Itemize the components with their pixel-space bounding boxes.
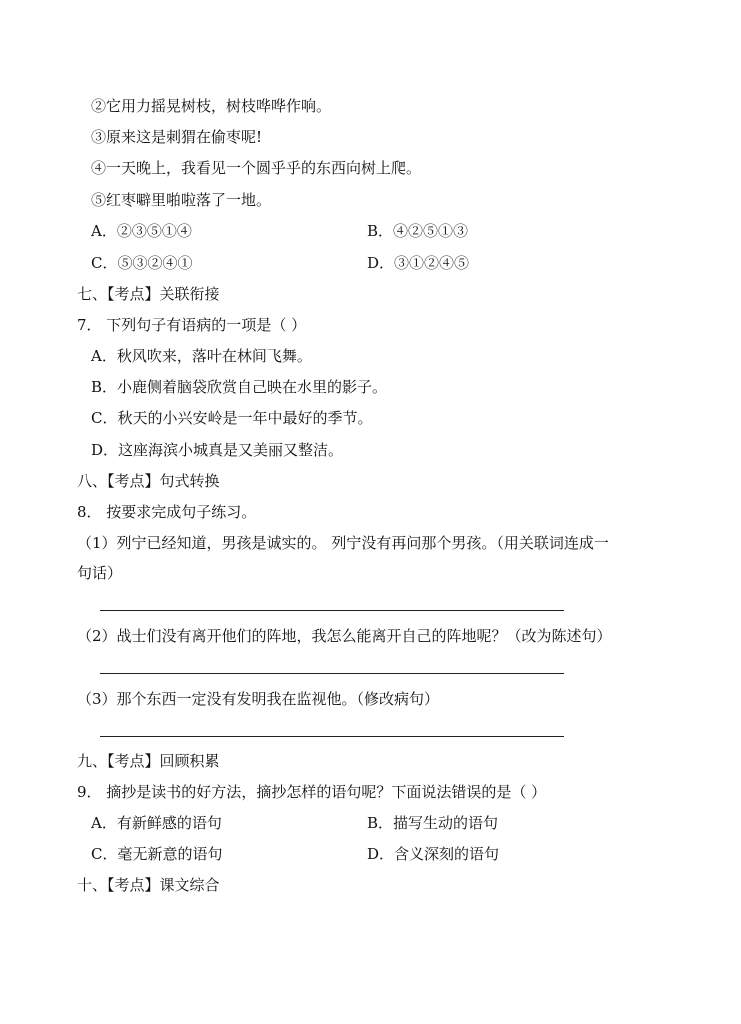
q9-option-b: B．描写生动的语句 — [367, 814, 499, 832]
q7-option-d: D．这座海滨小城真是又美丽又整洁。 — [91, 441, 344, 459]
q6-item-3: ③原来这是刺猬在偷枣呢! — [91, 128, 263, 146]
q6-option-d: D．③①②④⑤ — [367, 254, 470, 272]
q7-stem: 7． 下列句子有语病的一项是（ ） — [77, 316, 307, 334]
q6-item-5: ⑤红枣噼里啪啦落了一地。 — [91, 191, 272, 209]
q9-option-a: A．有新鲜感的语句 — [91, 814, 222, 832]
section-7-heading: 七、【考点】关联衔接 — [77, 285, 220, 303]
q7-option-b: B．小鹿侧着脑袋欣赏自己映在水里的影子。 — [91, 378, 388, 396]
section-8-heading: 八、【考点】句式转换 — [77, 472, 220, 490]
q7-option-c: C．秋天的小兴安岭是一年中最好的季节。 — [91, 409, 373, 427]
q8-part1-line1: （1）列宁已经知道，男孩是诚实的。 列宁没有再问那个男孩。（用关联词连成一 — [77, 534, 609, 552]
q8-part2-answer-line[interactable] — [100, 673, 564, 674]
section-10-heading: 十、【考点】课文综合 — [77, 876, 220, 894]
q6-option-b: B．④②⑤①③ — [367, 222, 469, 240]
q9-option-d: D．含义深刻的语句 — [367, 845, 500, 863]
q6-option-c: C．⑤③②④① — [91, 254, 193, 272]
q7-option-a: A．秋风吹来，落叶在林间飞舞。 — [91, 347, 312, 365]
section-9-heading: 九、【考点】回顾积累 — [77, 752, 220, 770]
q8-part1-answer-line[interactable] — [100, 610, 564, 611]
q8-part2: （2）战士们没有离开他们的阵地，我怎么能离开自己的阵地呢？（改为陈述句） — [77, 627, 612, 645]
q8-stem: 8． 按要求完成句子练习。 — [77, 503, 257, 521]
q6-item-4: ④一天晚上，我看见一个圆乎乎的东西向树上爬。 — [91, 159, 422, 177]
q8-part3: （3）那个东西一定没有发明我在监视他。（修改病句） — [77, 690, 440, 708]
q9-option-c: C．毫无新意的语句 — [91, 845, 223, 863]
q8-part1-line2: 句话） — [77, 564, 123, 582]
q9-stem: 9． 摘抄是读书的好方法，摘抄怎样的语句呢？下面说法错误的是（ ） — [77, 783, 547, 801]
q6-item-2: ②它用力摇晃树枝，树枝哗哗作响。 — [91, 97, 332, 115]
q6-option-a: A．②③⑤①④ — [91, 222, 192, 240]
q8-part3-answer-line[interactable] — [100, 736, 564, 737]
